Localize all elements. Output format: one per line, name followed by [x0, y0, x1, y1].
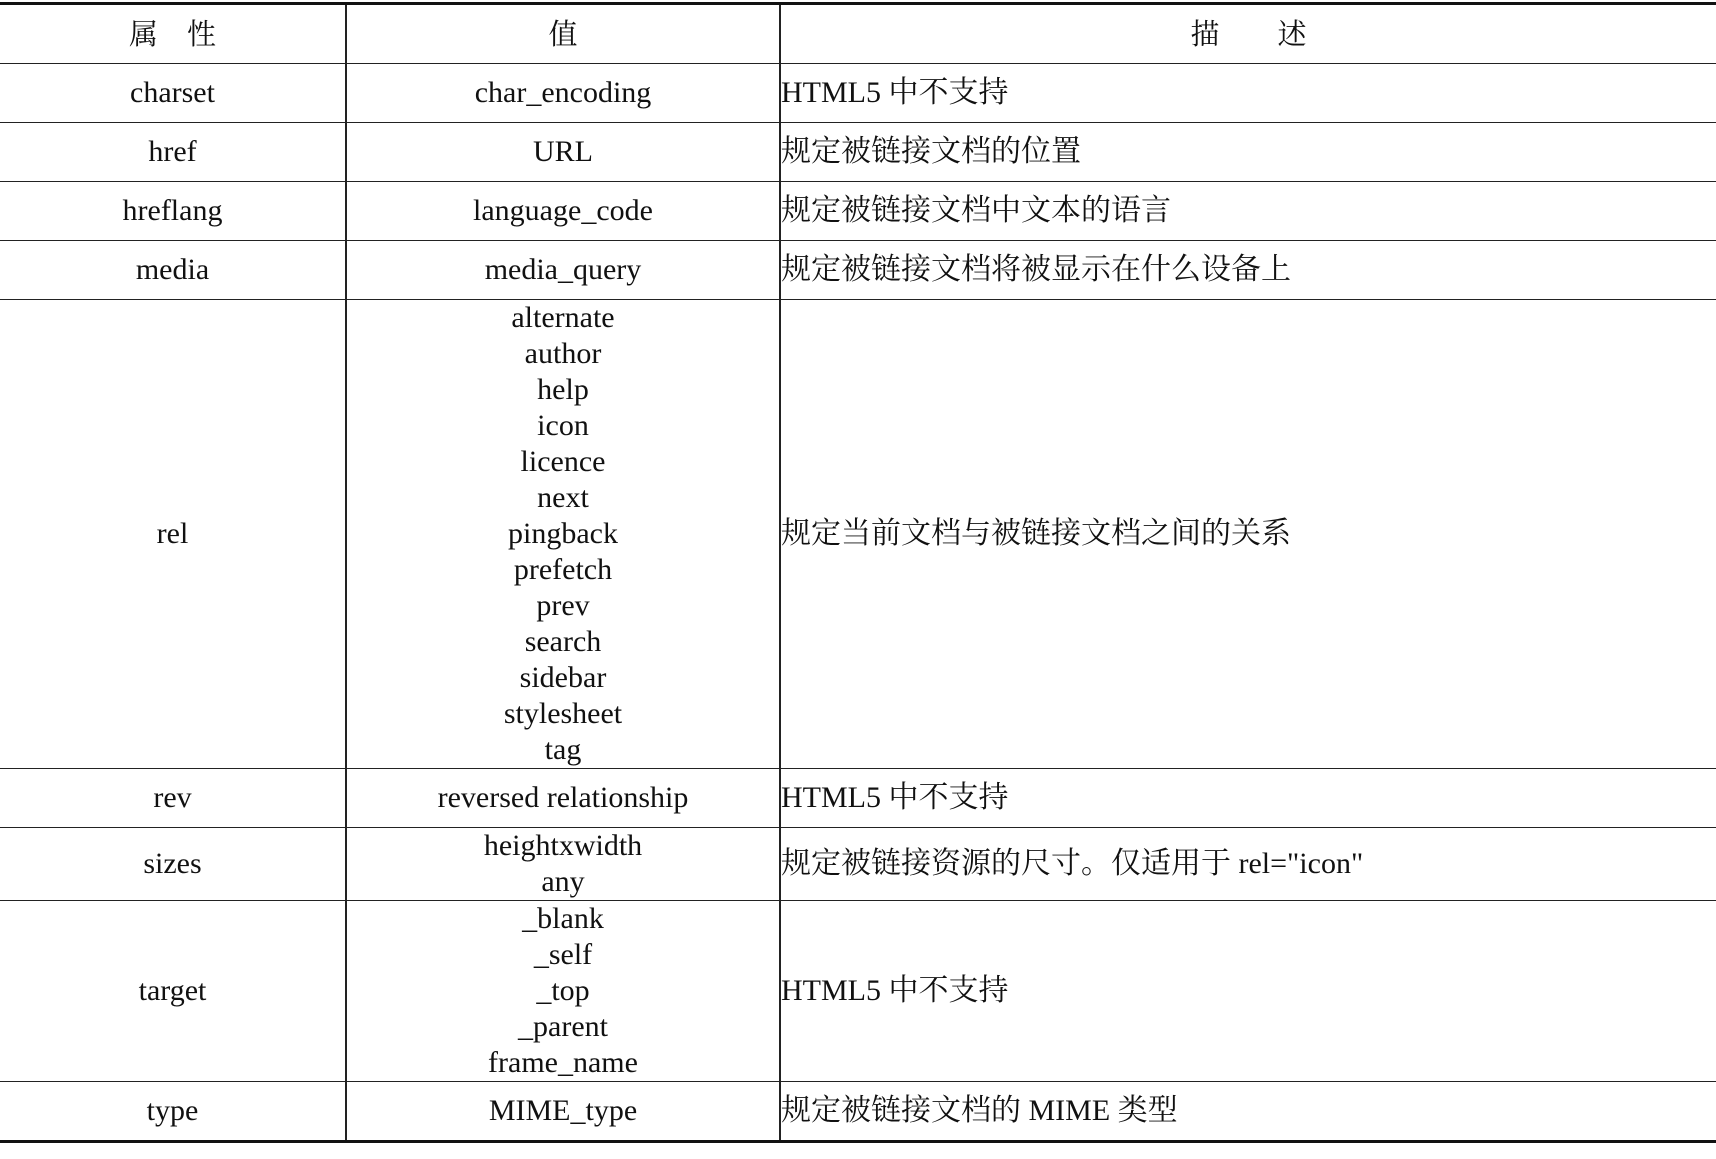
attribute-description: HTML5 中不支持 [780, 769, 1716, 828]
table-row [0, 182, 1716, 241]
value-item: icon [537, 409, 589, 442]
value-item: alternate [511, 301, 615, 334]
table-row [0, 828, 1716, 901]
value-item: _self [533, 938, 593, 971]
attribute-value: char_encoding [346, 64, 780, 123]
attribute-name: type [0, 1082, 346, 1142]
attribute-name: media [0, 241, 346, 300]
value-item: pingback [508, 517, 618, 550]
attribute-description: 规定被链接文档的位置 [780, 123, 1716, 182]
attribute-value-list [346, 901, 780, 1082]
header-description: 描 述 [780, 4, 1716, 64]
attribute-description: 规定被链接文档的 MIME 类型 [780, 1082, 1716, 1142]
value-item: _parent [518, 1010, 608, 1043]
value-item: frame_name [488, 1046, 638, 1079]
attribute-description: HTML5 中不支持 [780, 901, 1716, 1082]
value-item: any [541, 865, 585, 898]
attribute-name: target [0, 901, 346, 1082]
value-item: sidebar [519, 661, 607, 694]
attribute-description: 规定被链接文档中文本的语言 [780, 182, 1716, 241]
attribute-name: charset [0, 64, 346, 123]
table-body [0, 64, 1716, 1142]
attribute-name: sizes [0, 828, 346, 901]
value-item: _blank [522, 902, 604, 935]
value-item: tag [544, 733, 582, 766]
table-row [0, 123, 1716, 182]
attribute-value: reversed relationship [346, 769, 780, 828]
attribute-value: media_query [346, 241, 780, 300]
table-row [0, 769, 1716, 828]
header-row [0, 4, 1716, 64]
table-header [0, 4, 1716, 64]
value-item: prev [536, 589, 590, 622]
attribute-value: URL [346, 123, 780, 182]
attribute-value: MIME_type [346, 1082, 780, 1142]
attribute-name: rev [0, 769, 346, 828]
attribute-name: href [0, 123, 346, 182]
table-row [0, 241, 1716, 300]
header-attribute: 属 性 [0, 4, 346, 64]
value-item: search [524, 625, 602, 658]
value-item: author [524, 337, 602, 370]
attribute-value-list [346, 300, 780, 769]
header-value: 值 [346, 4, 780, 64]
attribute-description: HTML5 中不支持 [780, 64, 1716, 123]
attribute-name: rel [0, 300, 346, 769]
value-item: help [537, 373, 589, 406]
value-item: prefetch [513, 553, 613, 586]
table-row [0, 901, 1716, 1082]
attribute-value-list [346, 828, 780, 901]
attribute-name: hreflang [0, 182, 346, 241]
attribute-table [0, 2, 1716, 1143]
table-row [0, 300, 1716, 769]
value-item: licence [520, 445, 606, 478]
attribute-description: 规定被链接文档将被显示在什么设备上 [780, 241, 1716, 300]
value-item: _top [536, 974, 590, 1007]
attribute-description: 规定当前文档与被链接文档之间的关系 [780, 300, 1716, 769]
table-row [0, 64, 1716, 123]
value-item: heightxwidth [483, 829, 643, 862]
value-item: stylesheet [503, 697, 623, 730]
table-row [0, 1082, 1716, 1142]
attribute-value: language_code [346, 182, 780, 241]
value-item: next [537, 481, 589, 514]
attribute-description: 规定被链接资源的尺寸。仅适用于 rel="icon" [780, 828, 1716, 901]
